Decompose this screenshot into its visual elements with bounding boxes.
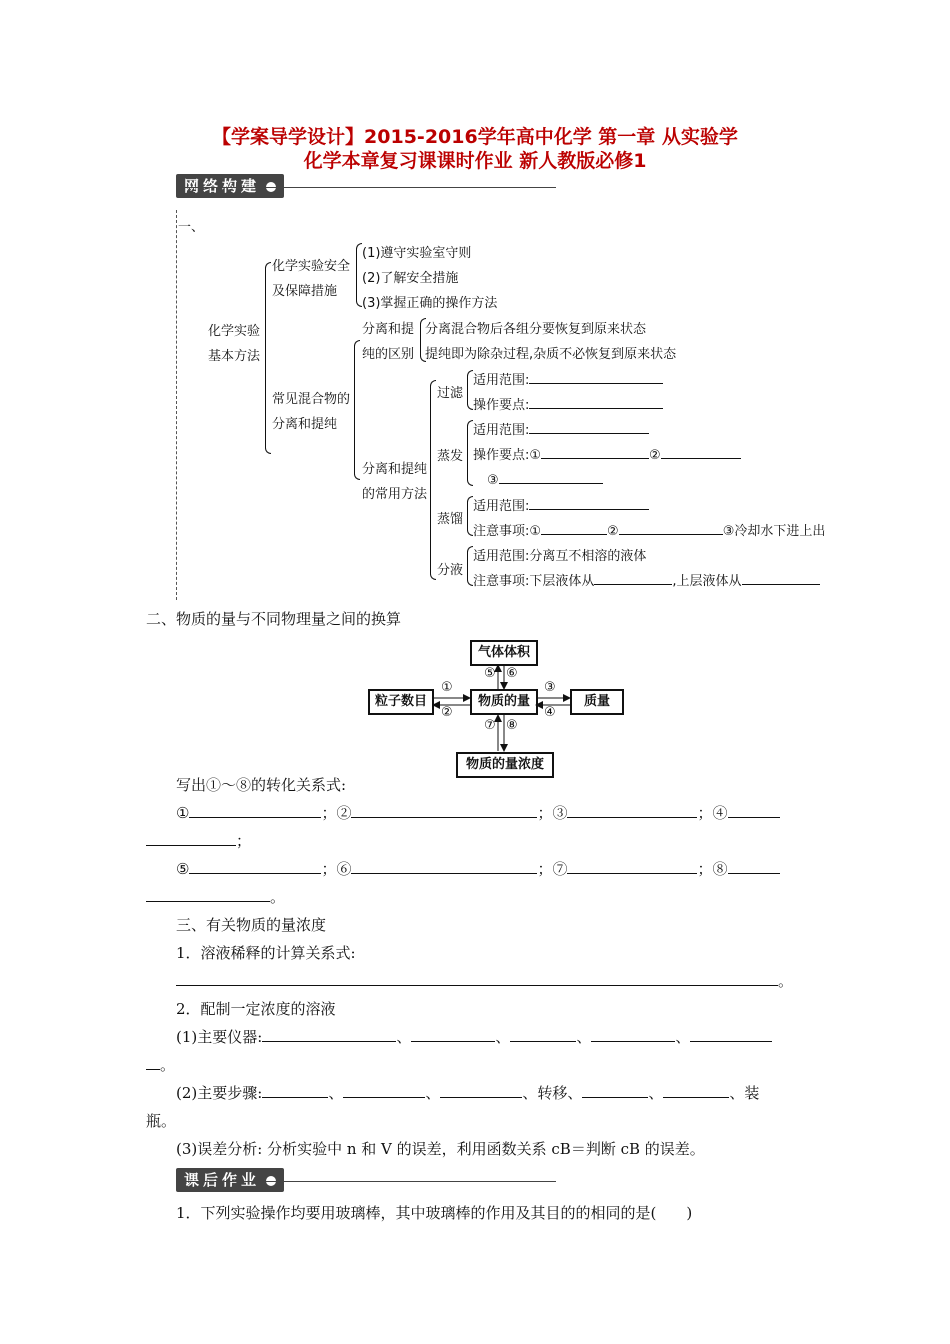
evap-point3: ③ xyxy=(487,469,603,488)
section1-number: 一、 xyxy=(178,220,205,235)
tree-root-line1: 化学实验 xyxy=(208,324,261,339)
section-frame-line xyxy=(176,210,178,600)
section3-p2-cont: 瓶。 xyxy=(146,1112,177,1130)
step-blank-3 xyxy=(440,1083,522,1098)
evap-point2-blank xyxy=(661,444,741,459)
section3-p3: (3)误差分析: 分析实验中 n 和 V 的误差，利用函数关系 cB＝判断 cB 的误差。 xyxy=(176,1140,705,1158)
arrow-label-6: ⑥ xyxy=(506,666,518,681)
arrow-label-5: ⑤ xyxy=(484,666,496,681)
methods-label-line1: 分离和提纯 xyxy=(362,462,428,477)
diff-label-line1: 分离和提 xyxy=(362,322,415,337)
banner-rule-2 xyxy=(176,1181,556,1182)
evap-scope-blank xyxy=(529,419,649,434)
arrow-label-7: ⑦ xyxy=(484,718,496,733)
blank-5 xyxy=(189,859,321,874)
box-mass: 质量 xyxy=(570,689,624,715)
blank-7 xyxy=(567,859,697,874)
method-distill-name: 蒸馏 xyxy=(437,512,464,527)
method-filter-name: 过滤 xyxy=(437,386,464,401)
section3-q1: 1．溶液稀释的计算关系式: xyxy=(176,944,356,962)
safety-label-line1: 化学实验安全 xyxy=(272,259,351,274)
step-blank-1 xyxy=(262,1083,328,1098)
box-concentration: 物质的量浓度 xyxy=(456,752,554,778)
tree-brace-methods xyxy=(430,380,436,580)
blank-2 xyxy=(351,803,537,818)
section3-q2: 2．配制一定浓度的溶液 xyxy=(176,1000,336,1018)
safety-item-1: (1)遵守实验室守则 xyxy=(362,246,472,261)
instrument-blank-3 xyxy=(510,1027,576,1042)
arrow-label-1: ① xyxy=(441,680,453,695)
section3-p2: (2)主要步骤: 、 、 、转移、 、 、装 xyxy=(176,1084,760,1102)
arrow-label-2: ② xyxy=(441,705,453,720)
distill-scope-blank xyxy=(529,495,649,510)
conversion-row2: ⑤ ；⑥ ；⑦ ；⑧ xyxy=(176,858,780,879)
instrument-blank-4 xyxy=(591,1027,675,1042)
conversion-prompt: 写出①～⑧的转化关系式: xyxy=(176,776,347,794)
diff-label-line2: 纯的区别 xyxy=(362,347,415,362)
box-gas-volume: 气体体积 xyxy=(470,640,538,666)
instrument-blank-2 xyxy=(411,1027,495,1042)
tree-brace-root xyxy=(265,262,271,454)
distill-note2-blank xyxy=(619,520,723,535)
instrument-blank-5-cont xyxy=(146,1055,160,1070)
banner-rule xyxy=(176,187,556,188)
conversion-row2-cont: 。 xyxy=(146,886,285,907)
filter-scope: 适用范围: xyxy=(473,369,663,388)
mixture-label-line1: 常见混合物的 xyxy=(272,392,351,407)
box-amount-of-substance: 物质的量 xyxy=(470,689,538,715)
evap-scope: 适用范围: xyxy=(473,419,649,438)
filter-points-blank xyxy=(529,394,663,409)
section2-heading: 二、物质的量与不同物理量之间的换算 xyxy=(146,610,402,628)
instrument-blank-1 xyxy=(262,1027,396,1042)
section3-p1: (1)主要仪器: 、 、 、 、 xyxy=(176,1026,772,1047)
section3-p1-cont: 。 xyxy=(146,1054,175,1075)
method-sep-name: 分液 xyxy=(437,563,464,578)
filter-scope-blank xyxy=(529,369,663,384)
dilution-blank xyxy=(176,971,778,986)
conversion-row1-cont: ； xyxy=(146,830,251,851)
mixture-label-line2: 分离和提纯 xyxy=(272,417,338,432)
blank-3 xyxy=(567,803,697,818)
tree-root-line2: 基本方法 xyxy=(208,349,261,364)
evap-points: 操作要点:① ② xyxy=(473,444,741,463)
box-particle-count: 粒子数目 xyxy=(368,689,434,715)
document-title-line2: 化学本章复习课课时作业 新人教版必修1 xyxy=(303,150,647,172)
arrow-label-4: ④ xyxy=(544,705,556,720)
blank-4-cont xyxy=(146,831,236,846)
filter-points: 操作要点: xyxy=(473,394,663,413)
sep-upper-blank xyxy=(742,570,820,585)
section3-q1-answer: 。 xyxy=(176,970,793,991)
arrow-label-3: ③ xyxy=(544,680,556,695)
document-title-line1: 【学案导学设计】2015-2016学年高中化学 第一章 从实验学 xyxy=(212,126,738,148)
method-evap-name: 蒸发 xyxy=(437,449,464,464)
step-blank-2 xyxy=(343,1083,425,1098)
blank-1 xyxy=(189,803,321,818)
section-banner-homework: 课后作业 xyxy=(176,1168,284,1192)
safety-label-line2: 及保障措施 xyxy=(272,284,338,299)
sep-lower-blank xyxy=(594,570,672,585)
safety-item-3: (3)掌握正确的操作方法 xyxy=(362,296,498,311)
step-blank-5 xyxy=(663,1083,729,1098)
evap-point1-blank xyxy=(541,444,649,459)
methods-label-line2: 的常用方法 xyxy=(362,487,428,502)
conversion-row1: ① ；② ；③ ；④ xyxy=(176,802,780,823)
blank-4 xyxy=(728,803,780,818)
diff-item-1: 分离混合物后各组分要恢复到原来状态 xyxy=(425,322,647,337)
instrument-blank-5 xyxy=(690,1027,772,1042)
sep-notes: 注意事项:下层液体从 ,上层液体从 xyxy=(473,570,820,589)
homework-question-1: 1．下列实验操作均要用玻璃棒，其中玻璃棒的作用及其目的的相同的是( ) xyxy=(176,1204,693,1222)
distill-scope: 适用范围: xyxy=(473,495,649,514)
diff-item-2: 提纯即为除杂过程,杂质不必恢复到原来状态 xyxy=(425,347,677,362)
evap-point3-blank xyxy=(499,469,603,484)
arrow-label-8: ⑧ xyxy=(506,718,518,733)
blank-8 xyxy=(728,859,780,874)
conversion-arrows xyxy=(360,630,640,780)
distill-notes: 注意事项:① ② ③冷却水下进上出 xyxy=(473,520,825,539)
section3-heading: 三、有关物质的量浓度 xyxy=(176,916,327,934)
sep-scope: 适用范围:分离互不相溶的液体 xyxy=(473,549,647,564)
section-banner-network: 网络构建 xyxy=(176,174,284,198)
safety-item-2: (2)了解安全措施 xyxy=(362,271,459,286)
step-blank-4 xyxy=(582,1083,648,1098)
blank-8-cont xyxy=(146,887,270,902)
tree-brace-mixture xyxy=(354,340,360,480)
distill-note1-blank xyxy=(541,520,607,535)
blank-6 xyxy=(351,859,537,874)
